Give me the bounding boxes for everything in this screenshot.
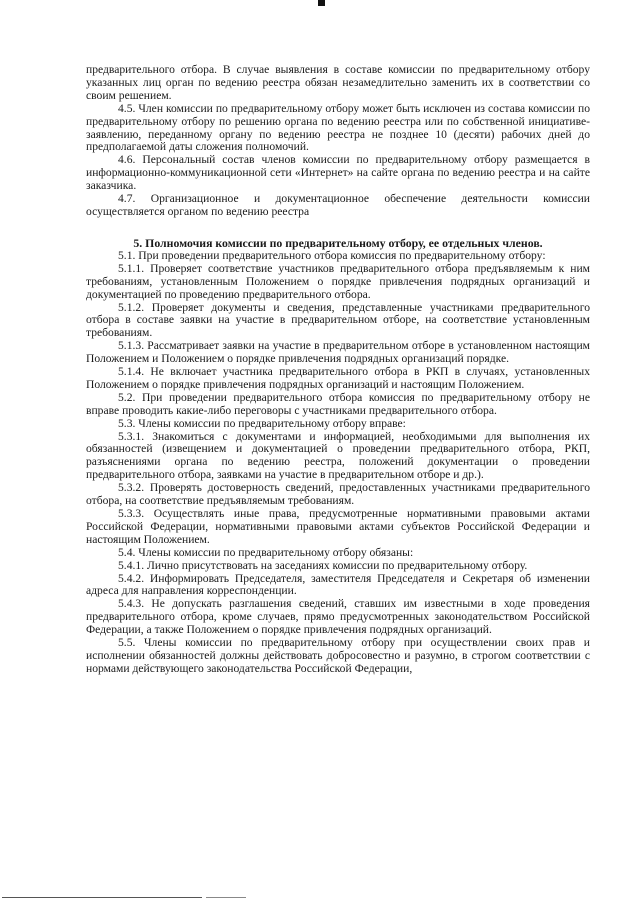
paragraph-5-5: 5.5. Члены комиссии по предварительному отбору при осуществлении своих прав и исполнении обязанностей должны действовать добросовестно и разумно, в строгом соответствии с нормами действующего законодательства Российской Федерации, xyxy=(86,636,590,675)
paragraph-5-4-3: 5.4.3. Не допускать разглашения сведений, ставших им известными в ходе проведения предварительного отбора, кроме случаев, прямо предусмотренных законодательством Российской Федерации, а также Положением о порядке привлечения подрядных организаций. xyxy=(86,597,590,637)
paragraph-5-1-4: 5.1.4. Не включает участника предварительного отбора в РКП в случаях, установленных Положением о порядке привлечения подрядных организаций и настоящим Положением. xyxy=(86,365,590,391)
paragraph-5-1-1: 5.1.1. Проверяет соответствие участников предварительного отбора предъявляемым к ним требованиям, установленным Положением о порядке привлечения подрядных организаций и документацией по проведению предварительного отбора. xyxy=(86,261,590,301)
paragraph-5-3-3: 5.3.3. Осуществлять иные права, предусмотренные нормативными правовыми актами Российской Федерации, нормативными правовыми актами субъектов Российской Федерации и настоящим Положением. xyxy=(86,507,590,546)
paragraph-4-7: 4.7. Организационное и документационное обеспечение деятельности комиссии осуществляется органом по ведению реестра xyxy=(86,192,590,218)
paragraph-5-3: 5.3. Члены комиссии по предварительному отбору вправе: xyxy=(118,416,406,430)
paragraph-5-4-2: 5.4.2. Информировать Председателя, заместителя Председателя и Секретаря об изменении адреса для направления корреспонденции. xyxy=(86,571,590,598)
paragraph-5-4: 5.4. Члены комиссии по предварительному отбору обязаны: xyxy=(118,545,414,559)
section-title: 5. Полномочия комиссии по предварительному отбору, ее отдельных членов. xyxy=(133,235,543,250)
footer-rule xyxy=(2,897,202,898)
paragraph-continuation: предварительного отбора. В случае выявления в составе комиссии по предварительному отбору указанных лиц орган по ведению реестра обязан незамедлительно заменить их в соответствии со своим решением. xyxy=(86,63,590,102)
page-top-mark xyxy=(318,0,325,6)
footer-rule-short xyxy=(206,897,246,898)
paragraph-4-5: 4.5. Член комиссии по предварительному отбору может быть исключен из состава комиссии по предварительному отбору по решению органа по ведению реестра или по собственной инициативе-заявлению, переданному органу по ведению реестра не позднее 10 (десяти) рабочих дней до предполагаемой даты сложения полномочий. xyxy=(86,101,590,154)
paragraph-4-6: 4.6. Персональный состав членов комиссии по предварительному отбору размещается в информационно-коммуникационной сети «Интернет» на сайте органа по ведению реестра и на сайте заказчика. xyxy=(86,153,590,193)
paragraph-5-3-1: 5.3.1. Знакомиться с документами и информацией, необходимыми для выполнения их обязанностей (извещением и документацией о проведении предварительного отбора, РКП, разъяснениями органа по ведению реестра, положений документации о проведении предварительного отбора, заявками на участие в предварительном отборе и др.). xyxy=(86,429,590,482)
paragraph-5-2: 5.2. При проведении предварительного отбора комиссия по предварительному отбору не вправе проводить какие-либо переговоры с участниками предварительного отбора. xyxy=(86,390,590,417)
paragraph-5-1: 5.1. При проведении предварительного отбора комиссия по предварительному отбору: xyxy=(118,248,546,262)
paragraph-5-1-3: 5.1.3. Рассматривает заявки на участие в предварительном отборе в установленном настоящим Положением и Положением о порядке привлечения подрядных организаций порядке. xyxy=(86,339,590,366)
paragraph-5-3-2: 5.3.2. Проверять достоверность сведений, предоставленных участниками предварительного отбора, на соответствие предъявляемым требованиям. xyxy=(86,481,590,508)
document-body xyxy=(86,64,590,676)
paragraph-5-4-1: 5.4.1. Лично присутствовать на заседаниях комиссии по предварительному отбору. xyxy=(118,558,528,572)
paragraph-5-1-2: 5.1.2. Проверяет документы и сведения, представленные участниками предварительного отбора в составе заявки на участие в предварительном отборе, на соответствие установленным требованиям. xyxy=(86,300,590,340)
